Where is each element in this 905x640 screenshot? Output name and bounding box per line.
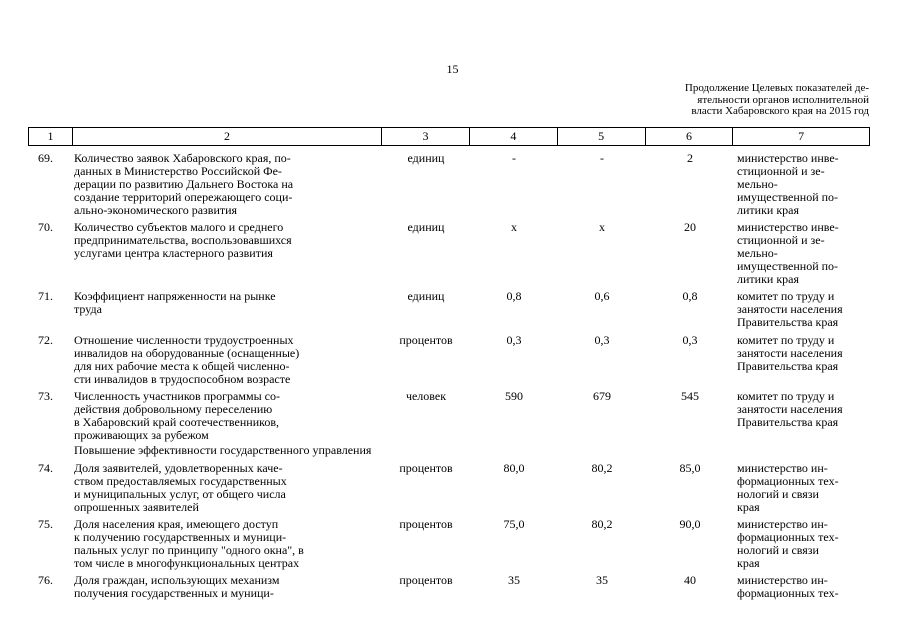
responsible-body-line: имущественной по- xyxy=(737,259,839,273)
row-number: 72. xyxy=(38,333,53,347)
continuation-note xyxy=(639,83,869,118)
indicator-name-line: предпринимательства, воспользовавшихся xyxy=(74,233,292,247)
responsible-body-line: литики края xyxy=(737,272,800,286)
responsible-body-line: занятости населения xyxy=(737,402,843,416)
responsible-body-line: министерство ин- xyxy=(737,517,828,531)
indicator-name-line: сти инвалидов в трудоспособном возрасте xyxy=(74,372,291,386)
continuation-line: ятельности органов исполнительной xyxy=(697,93,869,106)
responsible-body-line: занятости населения xyxy=(737,302,843,316)
header-cell-7: 7 xyxy=(798,129,805,143)
indicator-name-line: Отношение численности трудоустроенных xyxy=(74,333,294,347)
unit-cell: человек xyxy=(405,389,447,403)
value-col5: х xyxy=(599,220,605,234)
responsible-body-line: формационных тех- xyxy=(737,530,839,544)
unit-cell: единиц xyxy=(407,289,445,303)
responsible-body-line: мельно- xyxy=(737,177,778,191)
indicator-name xyxy=(74,462,374,514)
indicator-name-line: дерации по развитию Дальнего Востока на xyxy=(74,177,294,191)
unit-cell: процентов xyxy=(399,333,453,347)
row-number: 71. xyxy=(38,289,53,303)
responsible-body-line: Правительства края xyxy=(737,315,839,329)
responsible-body xyxy=(737,152,877,217)
value-col5: 0,3 xyxy=(594,333,610,347)
responsible-body-line: министерство ин- xyxy=(737,461,828,475)
indicator-name-line: Доля населения края, имеющего доступ xyxy=(74,517,279,531)
value-col6: 20 xyxy=(684,220,696,234)
indicator-name xyxy=(74,152,374,217)
indicator-name xyxy=(74,518,374,570)
indicator-name-line: Численность участников программы со- xyxy=(74,389,280,403)
unit-cell: процентов xyxy=(399,461,453,475)
value-col4: 0,8 xyxy=(506,289,522,303)
row-number: 75. xyxy=(38,517,53,531)
indicator-name-line: создание территорий опережающего соци- xyxy=(74,190,293,204)
indicator-name-line: и муниципальных услуг, от общего числа xyxy=(74,487,286,501)
responsible-body-line: края xyxy=(737,500,760,514)
responsible-body xyxy=(737,462,877,514)
value-col5: 0,6 xyxy=(594,289,610,303)
indicator-name xyxy=(74,290,374,316)
value-col6: 90,0 xyxy=(679,517,701,531)
indicator-name-line: Количество заявок Хабаровского края, по- xyxy=(74,151,291,165)
row-number: 73. xyxy=(38,389,53,403)
continuation-line: Продолжение Целевых показателей де- xyxy=(684,82,869,94)
value-col5: 35 xyxy=(596,573,608,587)
responsible-body-line: мельно- xyxy=(737,246,778,260)
responsible-body-line: комитет по труду и xyxy=(737,389,835,403)
responsible-body xyxy=(737,221,877,286)
responsible-body-line: нологий и связи xyxy=(737,487,819,501)
value-col6: 545 xyxy=(681,389,699,403)
responsible-body-line: формационных тех- xyxy=(737,474,839,488)
value-col4: 80,0 xyxy=(503,461,525,475)
indicator-name-line: пальных услуг по принципу "одного окна", в xyxy=(74,543,304,557)
indicator-name-line: Коэффициент напряженности на рынке xyxy=(74,289,276,303)
value-col6: 40 xyxy=(684,573,696,587)
indicator-name-line: действия добровольному переселению xyxy=(74,402,273,416)
responsible-body xyxy=(737,334,877,373)
value-col4: 35 xyxy=(508,573,520,587)
value-col6: 2 xyxy=(687,151,693,165)
responsible-body-line: комитет по труду и xyxy=(737,289,835,303)
responsible-body-line: министерство инве- xyxy=(737,220,839,234)
row-number: 69. xyxy=(38,151,53,165)
indicator-name-line: в Хабаровский край соотечественников, xyxy=(74,415,280,429)
indicator-name-line: труда xyxy=(74,302,102,316)
indicator-name xyxy=(74,574,374,600)
responsible-body-line: нологий и связи xyxy=(737,543,819,557)
value-col4: - xyxy=(512,151,516,165)
indicator-name-line: проживающих за рубежом xyxy=(74,428,209,442)
table-header xyxy=(28,127,870,146)
value-col4: 590 xyxy=(505,389,523,403)
header-cell-6: 6 xyxy=(646,128,734,145)
value-col6: 0,3 xyxy=(682,333,698,347)
indicator-name-line: том числе в многофункциональных центрах xyxy=(74,556,300,570)
responsible-body-line: министерство ин- xyxy=(737,573,828,587)
responsible-body-line: формационных тех- xyxy=(737,586,839,600)
value-col4: 0,3 xyxy=(506,333,522,347)
responsible-body-line: Правительства края xyxy=(737,359,839,373)
indicator-name-line: Доля заявителей, удовлетворенных каче- xyxy=(74,461,283,475)
value-col5: 679 xyxy=(593,389,611,403)
indicator-name-line: ством предоставляемых государственных xyxy=(74,474,287,488)
indicator-name xyxy=(74,334,374,386)
responsible-body xyxy=(737,390,877,429)
header-cell-5: 5 xyxy=(558,128,646,145)
indicator-name xyxy=(74,390,374,442)
responsible-body-line: стиционной и зе- xyxy=(737,164,825,178)
responsible-body xyxy=(737,574,877,600)
value-col6: 85,0 xyxy=(679,461,701,475)
value-col4: х xyxy=(511,220,517,234)
header-cell-3: 3 xyxy=(382,128,470,145)
responsible-body xyxy=(737,290,877,329)
indicator-name-line: к получению государственных и муници- xyxy=(74,530,287,544)
indicator-name-line: Доля граждан, использующих механизм xyxy=(74,573,280,587)
unit-cell: процентов xyxy=(399,573,453,587)
value-col5: 80,2 xyxy=(591,517,613,531)
indicator-name-line: получения государственных и муници- xyxy=(74,586,274,600)
unit-cell: единиц xyxy=(407,151,445,165)
row-number: 76. xyxy=(38,573,53,587)
indicator-name-line: опрошенных заявителей xyxy=(74,500,199,514)
indicator-name-line: данных в Министерство Российской Фе- xyxy=(74,164,282,178)
row-number: 74. xyxy=(38,461,53,475)
indicator-name-line: Количество субъектов малого и среднего xyxy=(74,220,284,234)
section-title: Повышение эффективности государственного управления xyxy=(74,443,372,457)
responsible-body xyxy=(737,518,877,570)
responsible-body-line: литики края xyxy=(737,203,800,217)
responsible-body-line: занятости населения xyxy=(737,346,843,360)
responsible-body-line: края xyxy=(737,556,760,570)
indicator-name-line: услугами центра кластерного развития xyxy=(74,246,273,260)
value-col6: 0,8 xyxy=(682,289,698,303)
value-col4: 75,0 xyxy=(503,517,525,531)
value-col5: 80,2 xyxy=(591,461,613,475)
responsible-body-line: комитет по труду и xyxy=(737,333,835,347)
unit-cell: процентов xyxy=(399,517,453,531)
indicator-name xyxy=(74,221,374,260)
value-col5: - xyxy=(600,151,604,165)
indicator-name-line: ально-экономического развития xyxy=(74,203,238,217)
responsible-body-line: имущественной по- xyxy=(737,190,839,204)
indicator-name-line: инвалидов на оборудованные (оснащенные) xyxy=(74,346,300,360)
unit-cell: единиц xyxy=(407,220,445,234)
responsible-body-line: министерство инве- xyxy=(737,151,839,165)
row-number: 70. xyxy=(38,220,53,234)
page-number: 15 xyxy=(446,62,459,76)
responsible-body-line: Правительства края xyxy=(737,415,839,429)
header-cell-1: 1 xyxy=(29,128,73,145)
indicator-name-line: для них рабочие места к общей численно- xyxy=(74,359,290,373)
responsible-body-line: стиционной и зе- xyxy=(737,233,825,247)
continuation-line: власти Хабаровского края на 2015 год xyxy=(691,105,869,117)
header-cell-4: 4 xyxy=(470,128,558,145)
header-cell-2: 2 xyxy=(73,128,382,145)
